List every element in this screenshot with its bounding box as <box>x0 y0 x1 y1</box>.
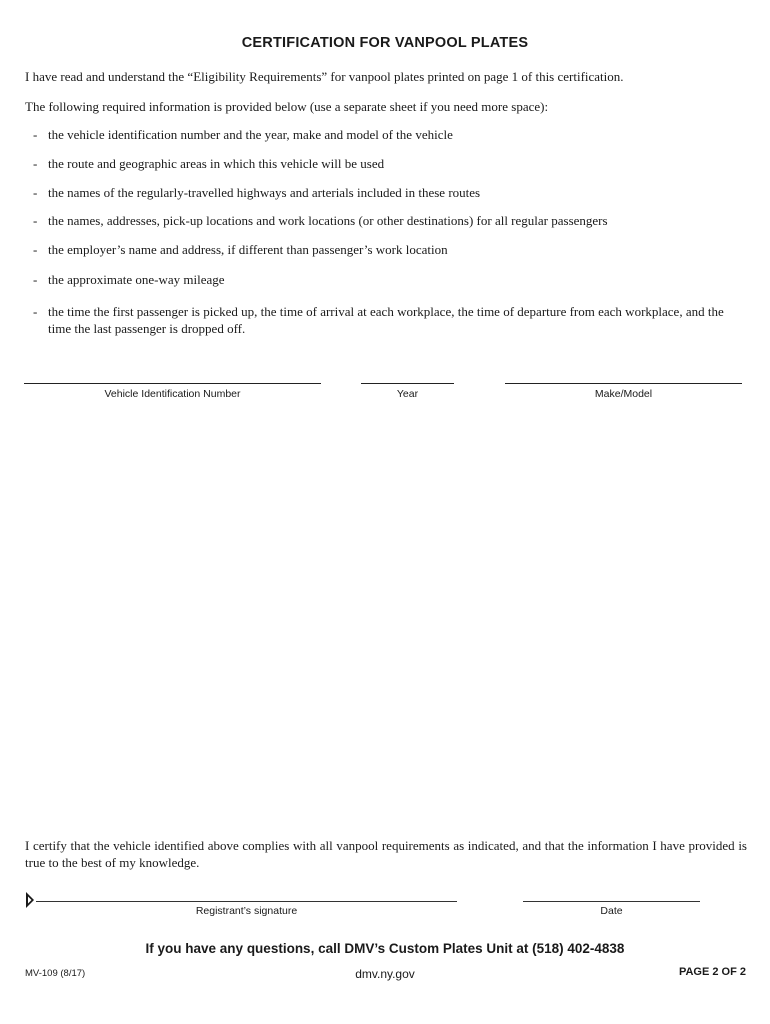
registrant-signature-field[interactable] <box>36 901 457 917</box>
registrant-signature-label: Registrant’s signature <box>195 905 298 917</box>
requirement-text: the names, addresses, pick-up locations and work locations (or other destinations) for all regular passengers <box>48 213 608 228</box>
requirement-text: the employer’s name and address, if different than passenger’s work location <box>48 242 448 257</box>
requirement-text: the vehicle identification number and the year, make and model of the vehicle <box>48 127 453 142</box>
requirement-text: the route and geographic areas in which this vehicle will be used <box>48 156 385 171</box>
requirement-item <box>33 155 748 172</box>
list-dash: - <box>33 304 38 319</box>
vin-underline[interactable] <box>24 383 321 384</box>
list-dash: - <box>33 127 38 142</box>
date-label: Date <box>600 905 623 917</box>
year-underline[interactable] <box>361 383 454 384</box>
page-number: PAGE 2 OF 2 <box>678 966 746 978</box>
list-dash: - <box>33 185 38 200</box>
certification-statement: I certify that the vehicle identified above complies with all vanpool requirements as indicated, and that the information I have provided is true to the best of my knowledge. <box>25 838 747 870</box>
requirement-item <box>33 212 748 229</box>
vin-label: Vehicle Identification Number <box>104 388 241 400</box>
vin-field[interactable] <box>24 383 321 400</box>
date-underline[interactable] <box>523 901 700 902</box>
requirement-text: the time the first passenger is picked up, the time of arrival at each workplace, the time of departure from each workplace, and the time the last passenger is dropped off. <box>48 304 724 336</box>
date-field[interactable] <box>523 901 700 917</box>
website-link[interactable]: dmv.ny.gov <box>355 967 415 981</box>
requirement-item <box>33 303 748 337</box>
questions-contact: If you have any questions, call DMV’s Custom Plates Unit at (518) 402-4838 <box>145 941 625 956</box>
intro-required-statement: The following required information is provided below (use a separate sheet if you need more space): <box>25 99 549 114</box>
signature-underline[interactable] <box>36 901 457 902</box>
requirement-text: the names of the regularly-travelled highways and arterials included in these routes <box>48 185 481 200</box>
list-dash: - <box>33 213 38 228</box>
form-id: MV-109 (8/17) <box>25 968 86 979</box>
requirement-item <box>33 184 748 201</box>
list-dash: - <box>33 242 38 257</box>
list-dash: - <box>33 156 38 171</box>
make-model-underline[interactable] <box>505 383 742 384</box>
pen-marker-icon <box>24 891 36 909</box>
intro-read-statement: I have read and understand the “Eligibility Requirements” for vanpool plates printed on page 1 of this certification. <box>25 69 624 84</box>
make-model-label: Make/Model <box>594 388 653 400</box>
list-dash: - <box>33 272 38 287</box>
make-model-field[interactable] <box>505 383 742 400</box>
requirement-text: the approximate one-way mileage <box>48 272 225 287</box>
requirement-item <box>33 126 748 143</box>
requirement-item <box>33 271 748 288</box>
year-field[interactable] <box>361 383 454 400</box>
requirement-item <box>33 241 748 258</box>
page-title: CERTIFICATION FOR VANPOOL PLATES <box>241 35 529 51</box>
year-label: Year <box>396 388 419 400</box>
